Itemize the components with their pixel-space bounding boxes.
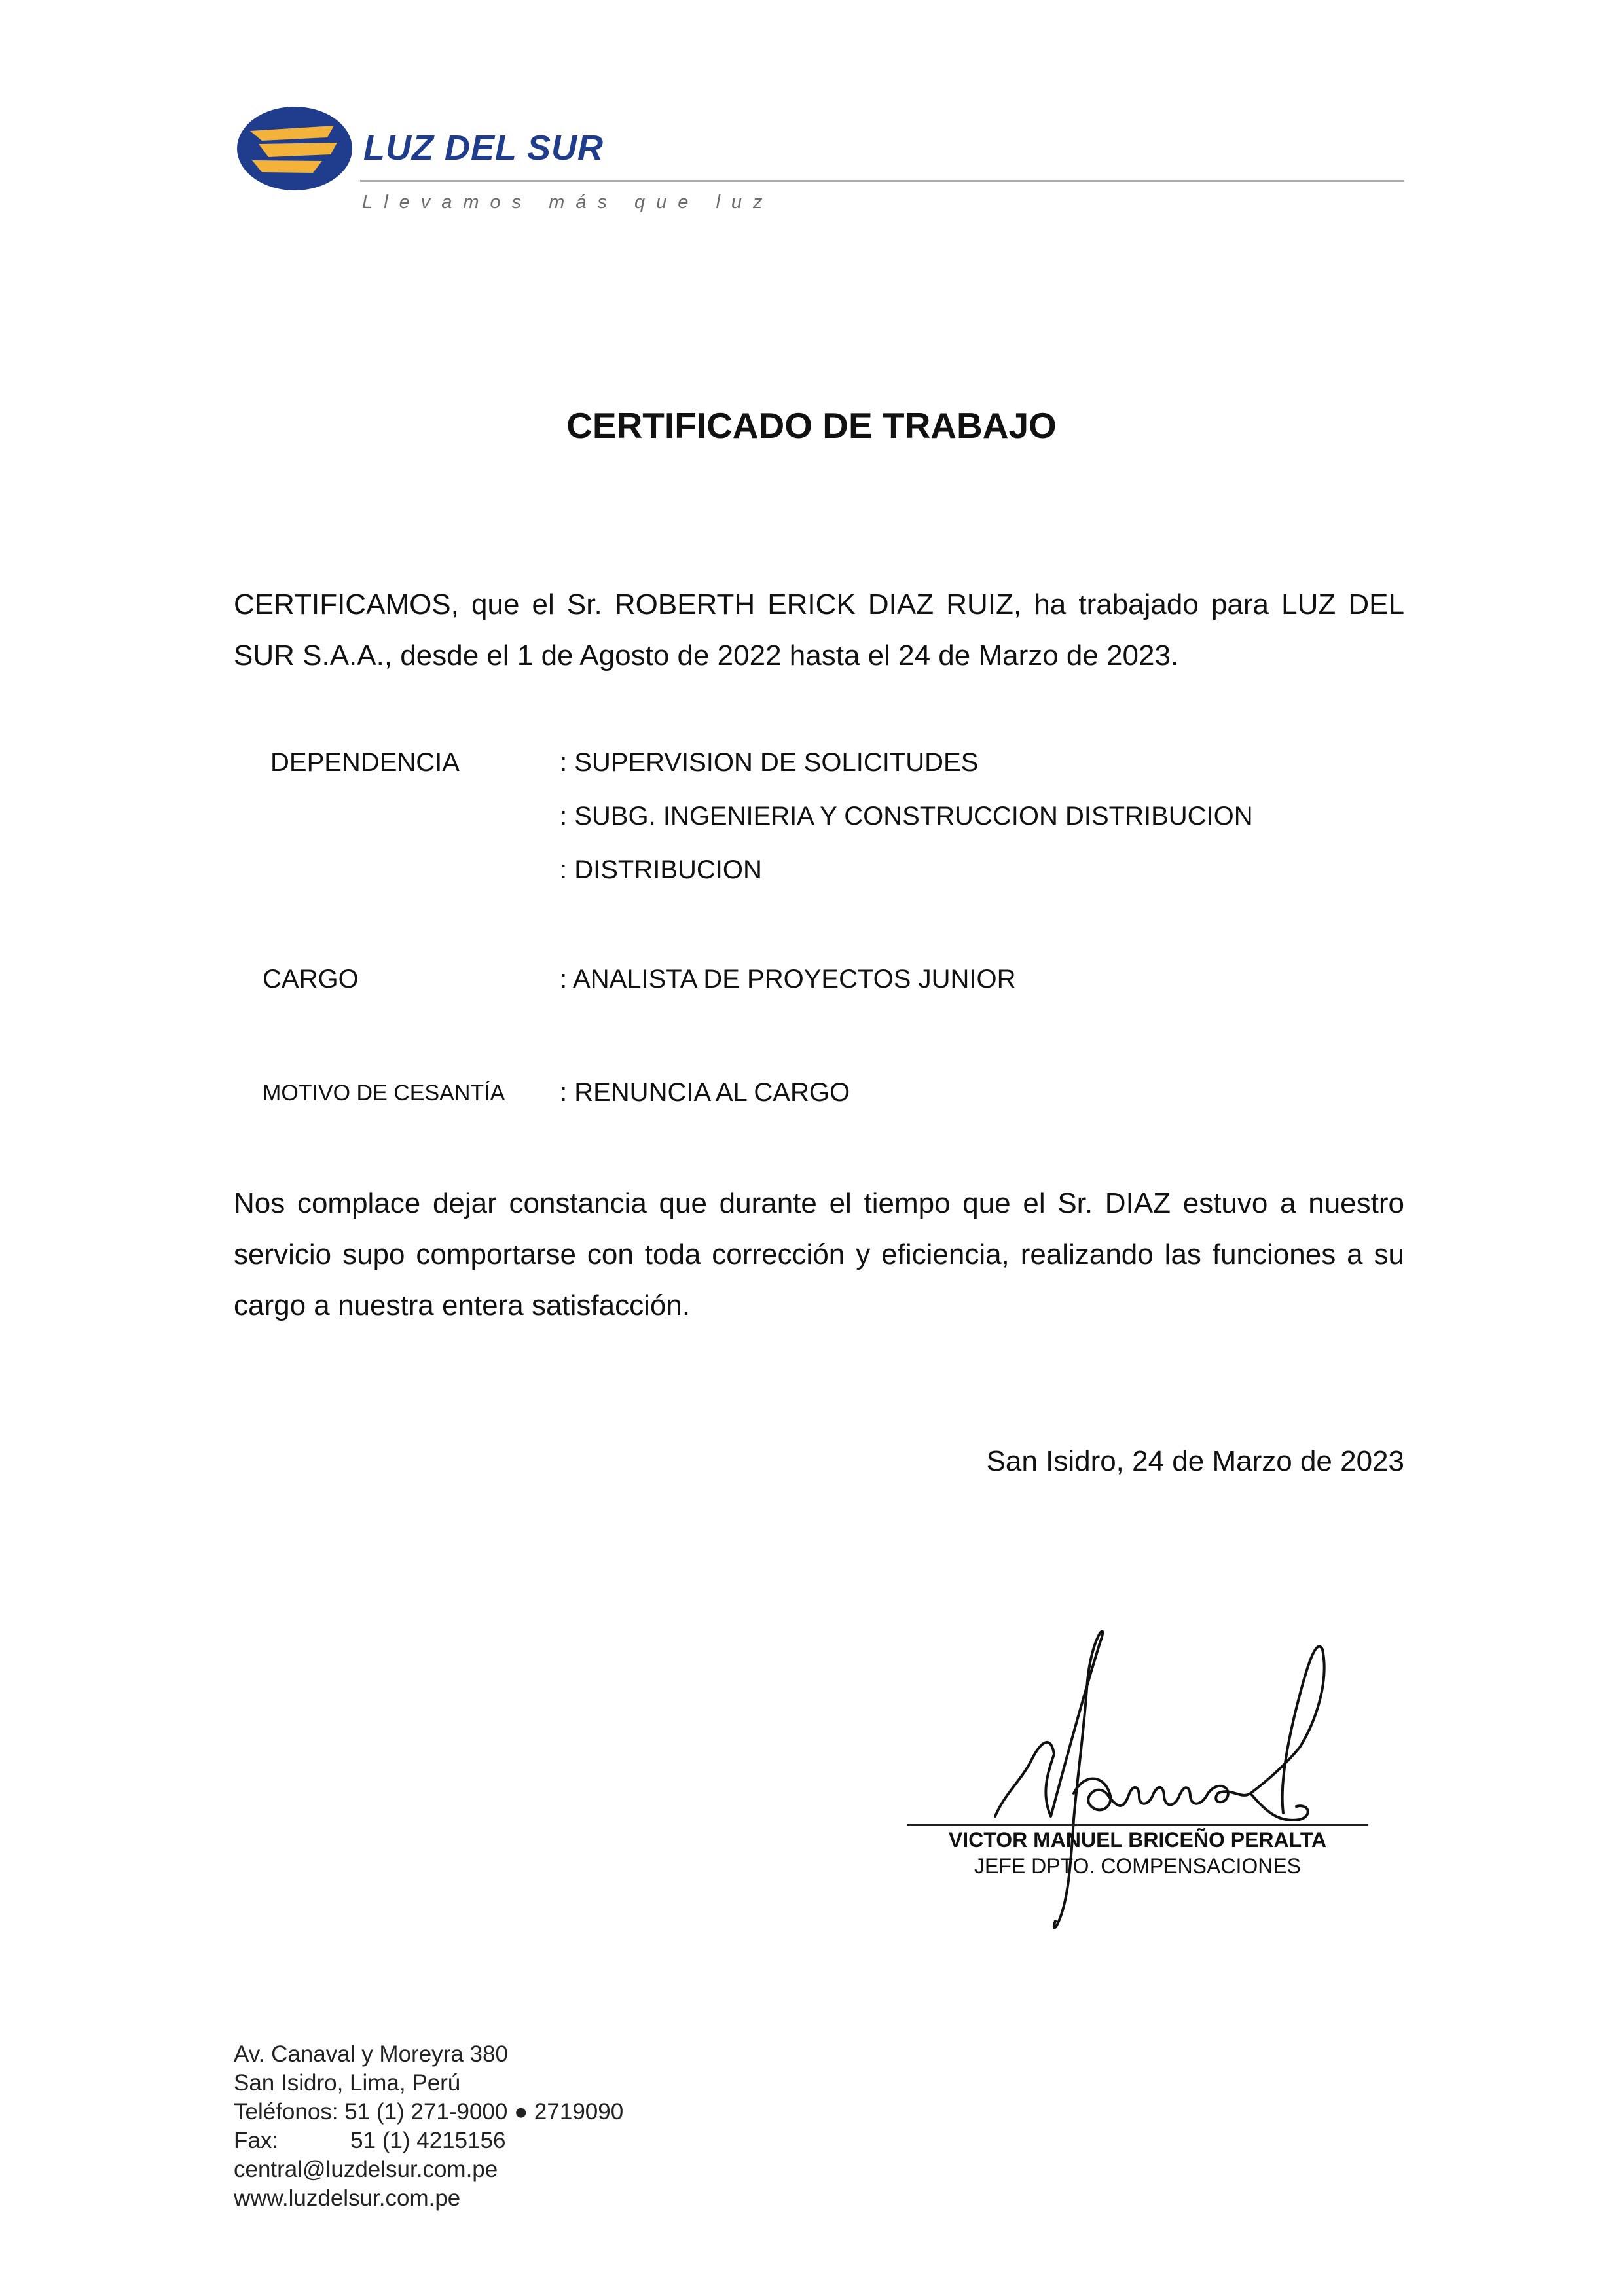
dependencia-label: DEPENDENCIA	[270, 748, 460, 777]
certification-paragraph: CERTIFICAMOS, que el Sr. ROBERTH ERICK DIAZ RUIZ, ha trabajado para LUZ DEL SUR S.A.A., desde el 1 de Agosto de 2022 hasta el 24 de Marzo de 2023.	[234, 588, 1404, 672]
footer-fax-label: Fax:	[234, 2128, 279, 2153]
footer-website-link[interactable]: www.luzdelsur.com.pe	[234, 2185, 461, 2211]
motivo-value: : RENUNCIA AL CARGO	[560, 1078, 850, 1107]
closing-paragraph: Nos complace dejar constancia que durante el tiempo que el Sr. DIAZ estuvo a nuestro servicio supo comportarse con toda corrección y eficiencia, realizando las funciones a su cargo a nuestra entera satisfacción.	[234, 1187, 1404, 1321]
brand-name: LUZ DEL SUR	[363, 128, 604, 168]
dependencia-value-3: : DISTRIBUCION	[560, 855, 762, 884]
brand-tagline: Llevamos más que luz	[362, 192, 774, 213]
motivo-label: MOTIVO DE CESANTÍA	[263, 1081, 505, 1105]
header-divider	[360, 180, 1404, 182]
handwritten-signature	[943, 1597, 1375, 1950]
document-title: CERTIFICADO DE TRABAJO	[566, 405, 1057, 446]
place-date: San Isidro, 24 de Marzo de 2023	[986, 1445, 1404, 1477]
signature-line	[907, 1824, 1368, 1826]
footer-fax-value: 51 (1) 4215156	[350, 2128, 506, 2153]
footer-address-line-1: Av. Canaval y Moreyra 380	[234, 2041, 508, 2067]
luz-del-sur-logo-icon	[236, 105, 354, 193]
footer-fax	[234, 2126, 506, 2155]
dependencia-value-1: : SUPERVISION DE SOLICITUDES	[560, 748, 979, 777]
footer-address-line-2: San Isidro, Lima, Perú	[234, 2070, 461, 2096]
footer-email-link[interactable]: central@luzdelsur.com.pe	[234, 2157, 498, 2182]
signer-name: VICTOR MANUEL BRICEÑO PERALTA	[948, 1828, 1327, 1852]
signer-title: JEFE DPTO. COMPENSACIONES	[974, 1854, 1302, 1878]
cargo-label: CARGO	[263, 965, 359, 994]
cargo-value: : ANALISTA DE PROYECTOS JUNIOR	[560, 965, 1016, 994]
footer-phones: Teléfonos: 51 (1) 271-9000 ● 2719090	[234, 2099, 624, 2125]
dependencia-value-2: : SUBG. INGENIERIA Y CONSTRUCCION DISTRIBUCION	[560, 802, 1253, 831]
